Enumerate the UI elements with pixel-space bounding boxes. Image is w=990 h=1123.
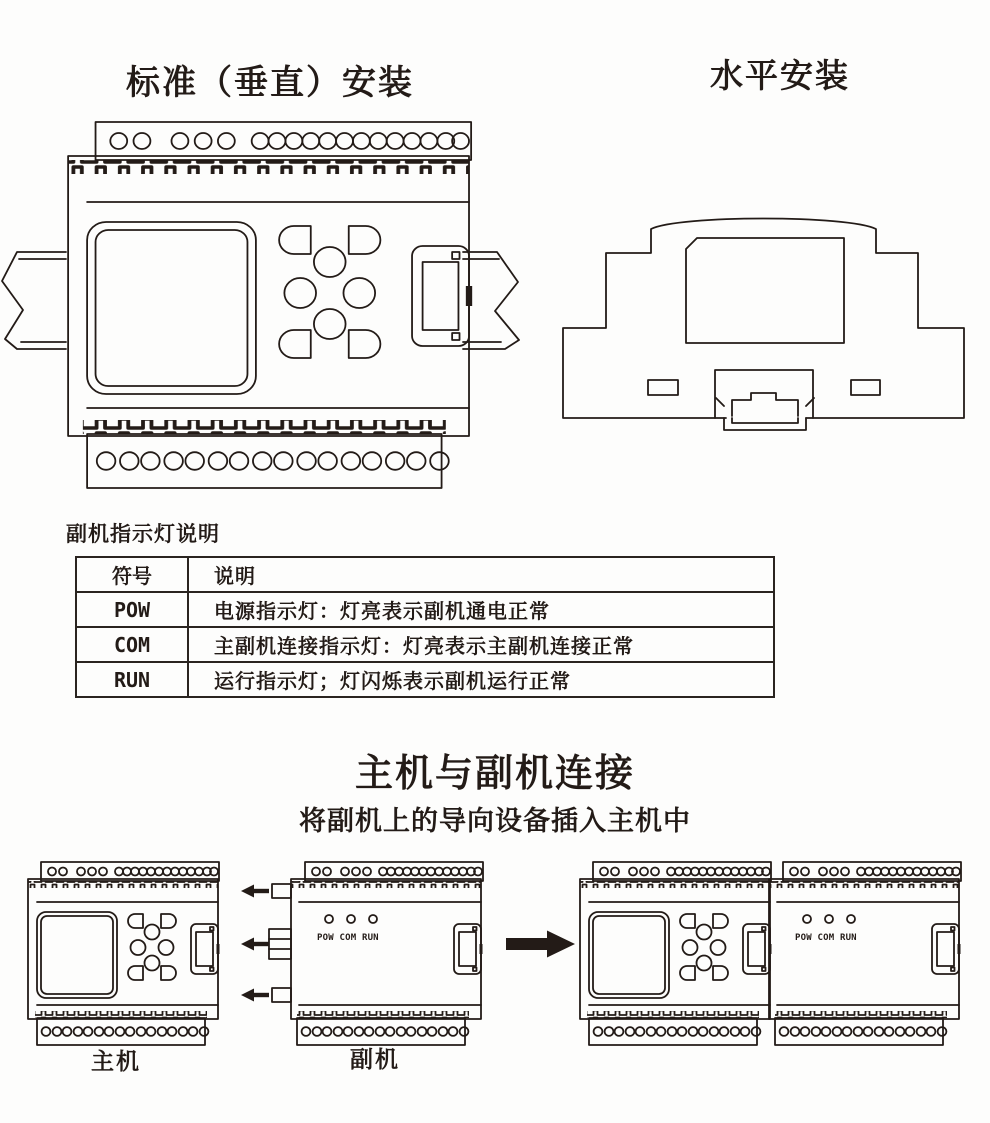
profile-slot-right [851,380,880,395]
insert-arrows [241,885,269,1002]
symbol-cell: COM [76,627,188,662]
horizontal-install-figure [548,183,990,445]
assembled-master-device [580,862,772,1045]
vertical-mounted-device [68,122,472,488]
assembled-slave-device [769,862,961,1045]
guide-tabs [269,884,291,1002]
din-rail-left [2,252,66,349]
symbol-cell: RUN [76,662,188,697]
vertical-install-title: 标准（垂直）安装 [126,65,414,102]
slave-label: 副机 [350,1047,400,1072]
master-label: 主机 [91,1049,141,1074]
table-row [76,592,774,627]
connection-subtitle: 将副机上的导向设备插入主机中 [299,806,691,836]
profile-slot-left [648,380,678,395]
connection-figure: POW COM RUN [0,850,990,1055]
desc-cell: 主副机连接指示灯：灯亮表示主副机连接正常 [188,627,774,662]
col-header-symbol: 符号 [76,557,188,592]
desc-cell: 电源指示灯：灯亮表示副机通电正常 [188,592,774,627]
desc-cell: 运行指示灯；灯闪烁表示副机运行正常 [188,662,774,697]
result-arrow [506,931,575,958]
symbol-cell: POW [76,592,188,627]
vertical-install-figure [0,116,545,508]
col-header-desc: 说明 [188,557,774,592]
master-device [28,862,220,1045]
table-row [76,662,774,697]
horizontal-install-title: 水平安装 [710,59,850,95]
table-header-row [76,557,774,592]
connection-title: 主机与副机连接 [354,753,635,795]
slave-device [291,862,483,1045]
din-rail-clip [715,370,814,430]
table-row [76,627,774,662]
profile-display [686,238,844,343]
indicator-table [75,556,775,698]
device-profile [563,219,964,419]
indicator-table-caption: 副机指示灯说明 [66,523,220,546]
